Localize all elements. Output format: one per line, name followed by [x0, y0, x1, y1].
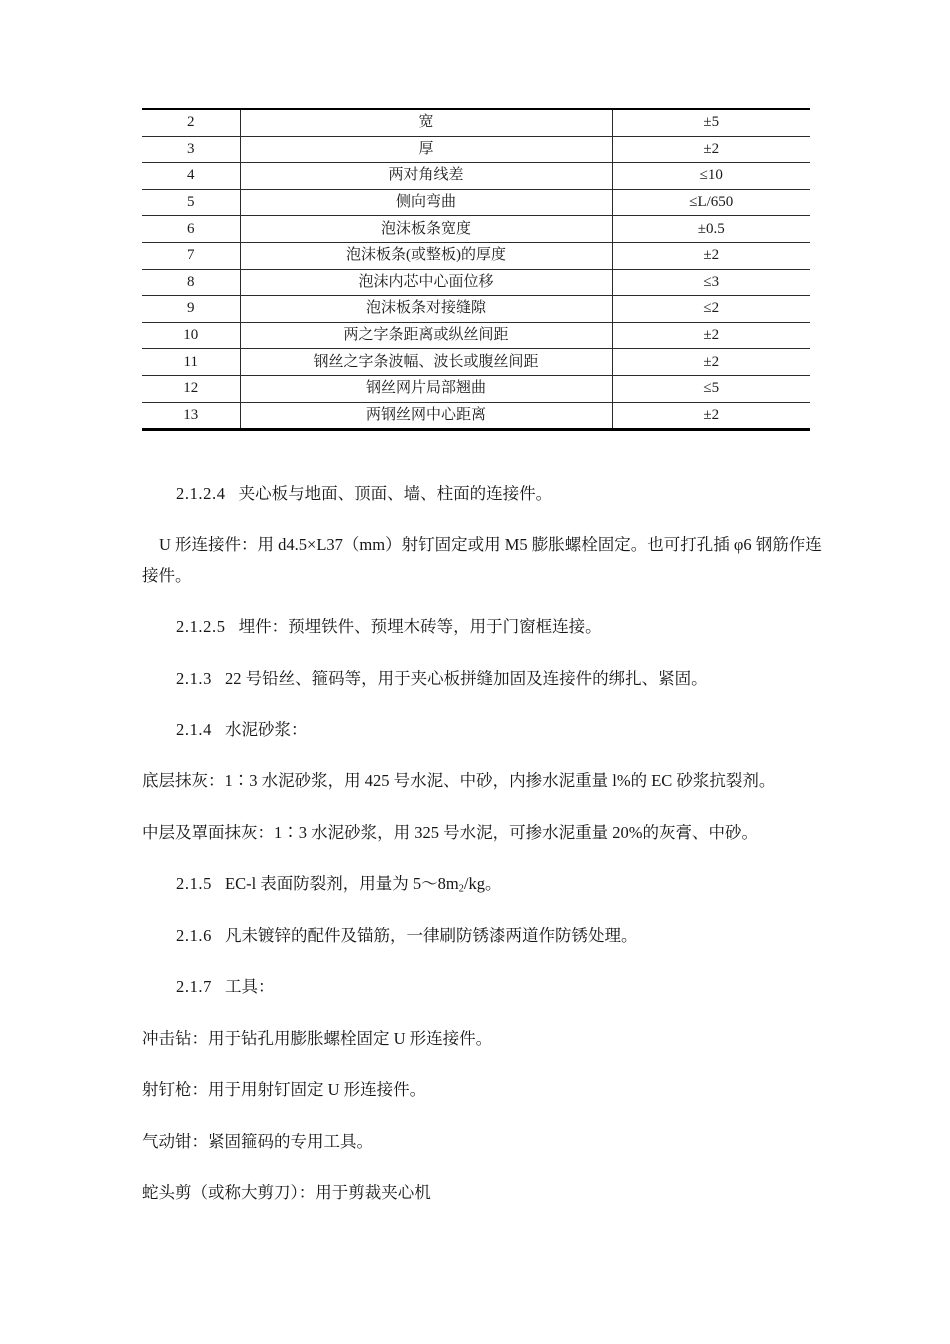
cell-row-number: 8: [142, 269, 240, 296]
paragraph-impact-drill: [142, 1000, 832, 1051]
cell-item-name: 泡沫板条对接缝隙: [240, 296, 612, 323]
table-row: [142, 163, 810, 190]
cell-tolerance: ≤5: [612, 375, 810, 402]
clause-number: 2.1.5: [176, 874, 212, 894]
clause-text: EC-l 表面防裂剂，用量为 5～8m: [225, 874, 459, 894]
cell-tolerance: ±2: [612, 349, 810, 376]
cell-row-number: 7: [142, 242, 240, 269]
clause-text: 底层抹灰：1∶3 水泥砂浆，用 425 号水泥、中砂，内掺水泥重量 l%的 EC 砂浆抗裂剂。: [142, 771, 776, 791]
unit-subscript: 2: [458, 883, 464, 895]
table-row: [142, 269, 810, 296]
cell-tolerance: ±2: [612, 242, 810, 269]
paragraph-2-1-3: [142, 640, 832, 691]
document-body: [142, 470, 832, 1205]
clause-number: 2.1.2.5: [176, 617, 226, 637]
clause-text: 埋件：预埋铁件、预埋木砖等，用于门窗框连接。: [238, 617, 602, 637]
cell-item-name: 泡沫板条(或整板)的厚度: [240, 242, 612, 269]
cell-item-name: 厚: [240, 136, 612, 163]
table-row: [142, 322, 810, 349]
table-row: [142, 242, 810, 269]
table-row: [142, 375, 810, 402]
cell-row-number: 10: [142, 322, 240, 349]
cell-row-number: 4: [142, 163, 240, 190]
clause-number: 2.1.2.4: [176, 484, 226, 503]
cell-item-name: 宽: [240, 109, 612, 136]
paragraph-2-1-5: [142, 845, 832, 897]
cell-tolerance: ≤2: [612, 296, 810, 323]
clause-text-tail: /kg。: [463, 874, 502, 894]
paragraph-2-1-4: [142, 691, 832, 742]
cell-tolerance: ±2: [612, 322, 810, 349]
table-row: [142, 402, 810, 430]
paragraph-snake-head-shears: [142, 1154, 832, 1205]
cell-item-name: 两对角线差: [240, 163, 612, 190]
clause-number: 2.1.7: [176, 977, 212, 997]
cell-row-number: 6: [142, 216, 240, 243]
clause-text: 蛇头剪（或称大剪刀）：用于剪裁夹心机: [142, 1182, 431, 1202]
cell-item-name: 两之字条距离或纵丝间距: [240, 322, 612, 349]
cell-row-number: 13: [142, 402, 240, 430]
table-row: [142, 349, 810, 376]
clause-text: 工具：: [225, 977, 275, 997]
cell-tolerance: ±0.5: [612, 216, 810, 243]
cell-item-name: 钢丝之字条波幅、波长或腹丝间距: [240, 349, 612, 376]
clause-number: 2.1.3: [176, 668, 212, 688]
cell-item-name: 侧向弯曲: [240, 189, 612, 216]
cell-item-name: 两钢丝网中心距离: [240, 402, 612, 430]
cell-tolerance: ≤L/650: [612, 189, 810, 216]
cell-item-name: 钢丝网片局部翘曲: [240, 375, 612, 402]
clause-number: 2.1.6: [176, 925, 212, 945]
tolerance-table-container: [142, 108, 810, 431]
clause-text: 冲击钻：用于钻孔用膨胀螺栓固定 U 形连接件。: [142, 1028, 493, 1048]
paragraph-2-1-7: [142, 948, 832, 999]
clause-text: 水泥砂浆：: [225, 720, 308, 740]
cell-item-name: 泡沫板条宽度: [240, 216, 612, 243]
paragraph-nail-gun: [142, 1051, 832, 1102]
paragraph-u-connector-continued: [142, 558, 832, 588]
clause-text: 凡未镀锌的配件及锚筋，一律刷防锈漆两道作防锈处理。: [225, 925, 638, 945]
cell-item-name: 泡沫内芯中心面位移: [240, 269, 612, 296]
cell-row-number: 9: [142, 296, 240, 323]
cell-row-number: 5: [142, 189, 240, 216]
cell-row-number: 11: [142, 349, 240, 376]
table-row: [142, 216, 810, 243]
clause-number: 2.1.4: [176, 720, 212, 740]
table-row: [142, 189, 810, 216]
tolerance-table: [142, 108, 810, 431]
paragraph-2-1-2-5: [142, 588, 832, 639]
cell-row-number: 3: [142, 136, 240, 163]
paragraph-base-plaster: [142, 742, 832, 793]
cell-row-number: 2: [142, 109, 240, 136]
clause-text: 夹心板与地面、顶面、墙、柱面的连接件。: [238, 484, 553, 503]
clause-text: 气动钳：紧固箍码的专用工具。: [142, 1131, 373, 1151]
clause-text: 射钉枪：用于用射钉固定 U 形连接件。: [142, 1080, 427, 1100]
clause-text: U 形连接件：用 d4.5×L37（mm）射钉固定或用 M5 膨胀螺栓固定。也可打孔插 φ6 钢筋作连: [159, 535, 822, 555]
paragraph-2-1-2-4: [142, 470, 832, 506]
clause-text: 接件。: [142, 565, 192, 585]
clause-text: 中层及罩面抹灰：1∶3 水泥砂浆，用 325 号水泥，可掺水泥重量 20%的灰膏、中砂。: [142, 822, 758, 842]
cell-tolerance: ±5: [612, 109, 810, 136]
cell-tolerance: ±2: [612, 136, 810, 163]
table-row: [142, 136, 810, 163]
cell-tolerance: ≤10: [612, 163, 810, 190]
paragraph-2-1-6: [142, 897, 832, 948]
clause-text: 22 号铅丝、箍码等，用于夹心板拼缝加固及连接件的绑扎、紧固。: [225, 668, 708, 688]
table-row: [142, 109, 810, 136]
table-row: [142, 296, 810, 323]
table-body: [142, 109, 810, 430]
cell-tolerance: ±2: [612, 402, 810, 430]
paragraph-pneumatic-pliers: [142, 1103, 832, 1154]
cell-tolerance: ≤3: [612, 269, 810, 296]
paragraph-middle-plaster: [142, 794, 832, 845]
paragraph-u-connector: [142, 506, 832, 557]
cell-row-number: 12: [142, 375, 240, 402]
